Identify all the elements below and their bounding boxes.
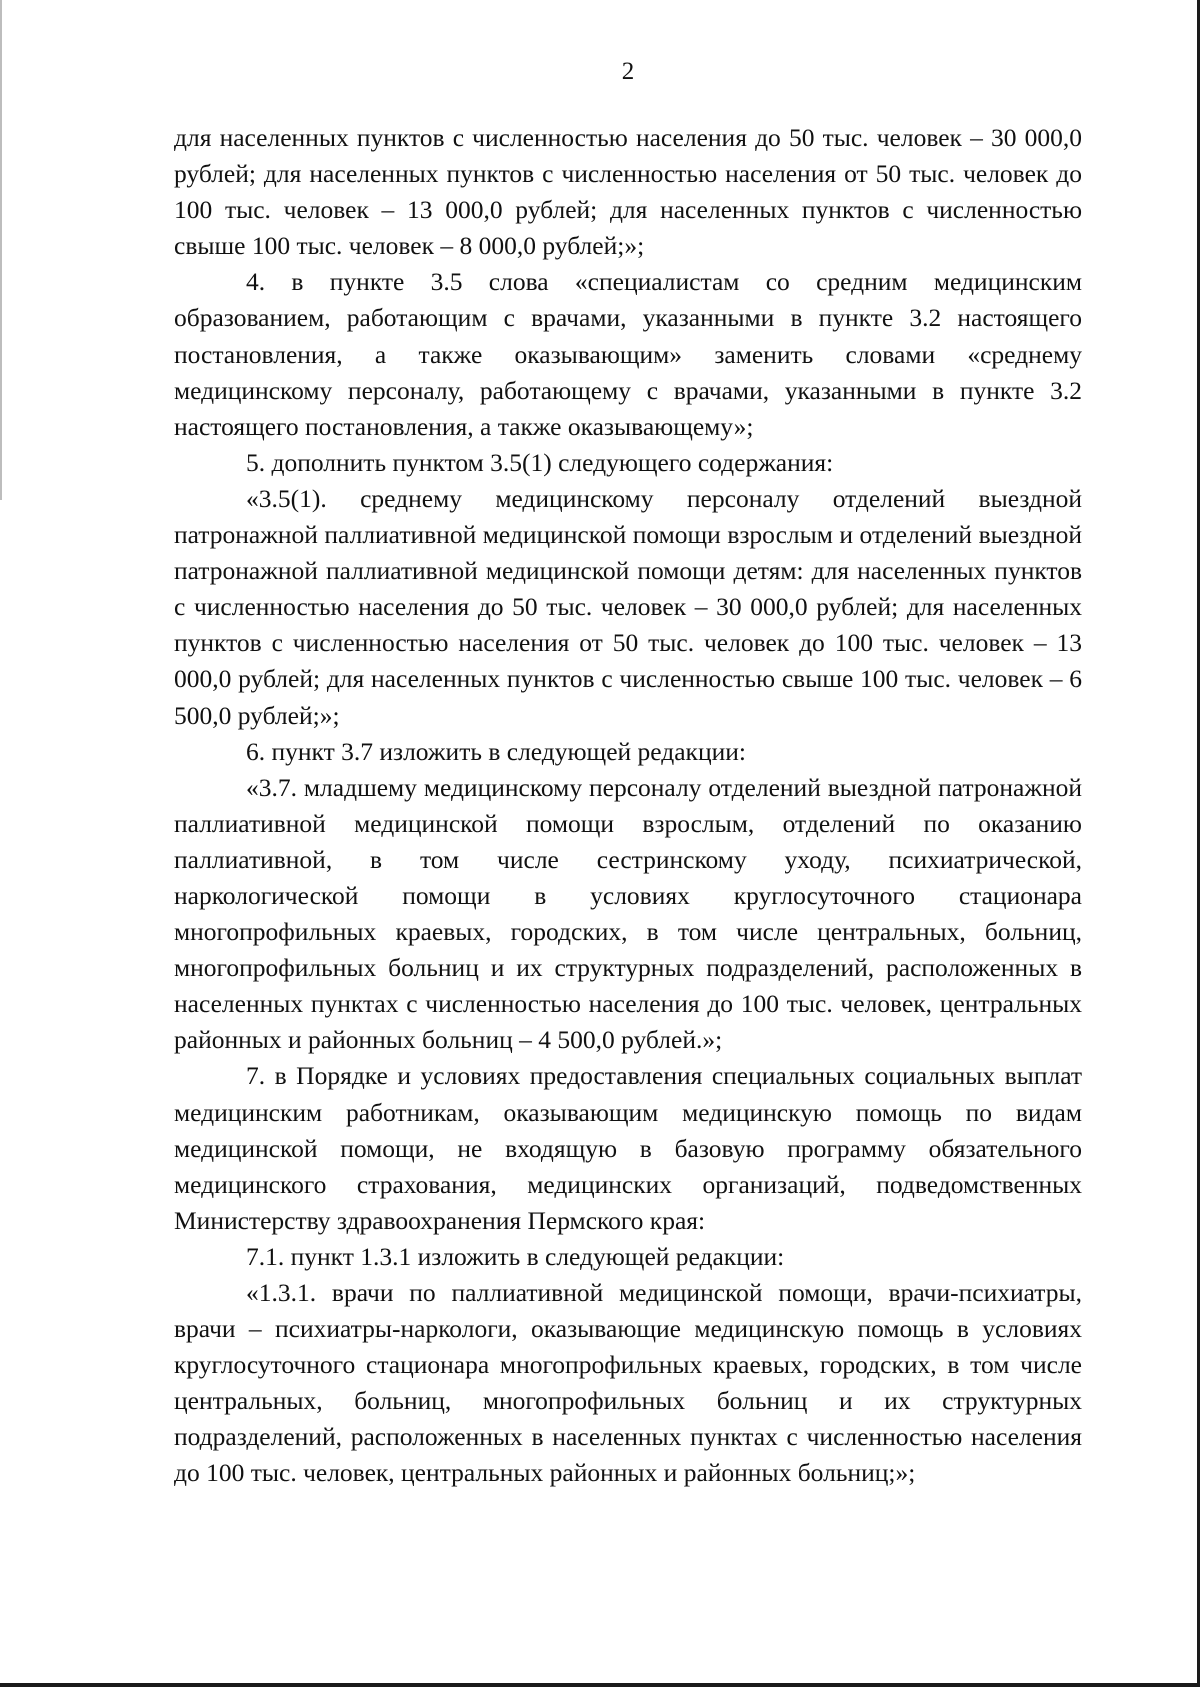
paragraph-item-4: 4. в пункте 3.5 слова «специалистам со средним медицинским образованием, работающим с врачами, указанными в пункте 3.2 настоящего постановления, а также оказывающим» заменить словами «среднему медицинскому персоналу, работающему с врачами, указанными в пункте 3.2 настоящего постановления, а также оказывающему»;	[174, 267, 1082, 441]
paragraph-quote-1-3-1: «1.3.1. врачи по паллиативной медицинской помощи, врачи-психиатры, врачи – психиатры-наркологи, оказывающие медицинскую помощь в условиях круглосуточного стационара многопрофильных краевых, городских, в том числе центральных, больниц, многопрофильных больниц и их структурных подразделений, расположенных в населенных пунктах с численностью населения до 100 тыс. человек, центральных районных и районных больниц;»;	[174, 1278, 1082, 1488]
paragraph-item-7-1: 7.1. пункт 1.3.1 изложить в следующей редакции:	[246, 1241, 785, 1271]
paragraph-item-7: 7. в Порядке и условиях предоставления специальных социальных выплат медицинским работникам, оказывающим медицинскую помощь по видам медицинской помощи, не входящую в базовую программу обязательного медицинского страхования, медицинских организаций, подведомственных Министерству здравоохранения Пермского края:	[174, 1061, 1082, 1235]
paragraph-item-5: 5. дополнить пунктом 3.5(1) следующего содержания:	[246, 447, 834, 477]
paragraph-quote-3-7: «3.7. младшему медицинскому персоналу отделений выездной патронажной паллиативной медицинской помощи взрослым, отделений по оказанию паллиативной, в том числе сестринскому уходу, психиатрической, наркологической помощи в условиях круглосуточного стационара многопрофильных краевых, городских, в том числе центральных, больниц, многопрофильных больниц и их структурных подразделений, расположенных в населенных пунктах с численностью населения до 100 тыс. человек, центральных районных и районных больниц – 4 500,0 рублей.»;	[174, 772, 1082, 1055]
paragraph-item-6: 6. пункт 3.7 изложить в следующей редакции:	[246, 736, 746, 766]
paragraph-continuation: для населенных пунктов с численностью населения до 50 тыс. человек – 30 000,0 рублей; для населенных пунктов с численностью населения от 50 тыс. человек до 100 тыс. человек – 13 000,0 рублей; для населенных пунктов с численностью свыше 100 тыс. человек – 8 000,0 рублей;»;	[174, 123, 1082, 261]
scan-edge-bottom	[0, 1683, 1200, 1687]
paragraph-quote-3-5-1: «3.5(1). среднему медицинскому персоналу отделений выездной патронажной паллиативной медицинской помощи взрослым и отделений выездной патронажной паллиативной медицинской помощи детям: для населенных пунктов с численностью населения до 50 тыс. человек – 30 000,0 рублей; для населенных пунктов с численностью населения от 50 тыс. человек до 100 тыс. человек – 13 000,0 рублей; для населенных пунктов с численностью свыше 100 тыс. человек – 6 500,0 рублей;»;	[174, 483, 1082, 730]
document-body	[174, 120, 1082, 1492]
page-number: 2	[621, 58, 635, 85]
